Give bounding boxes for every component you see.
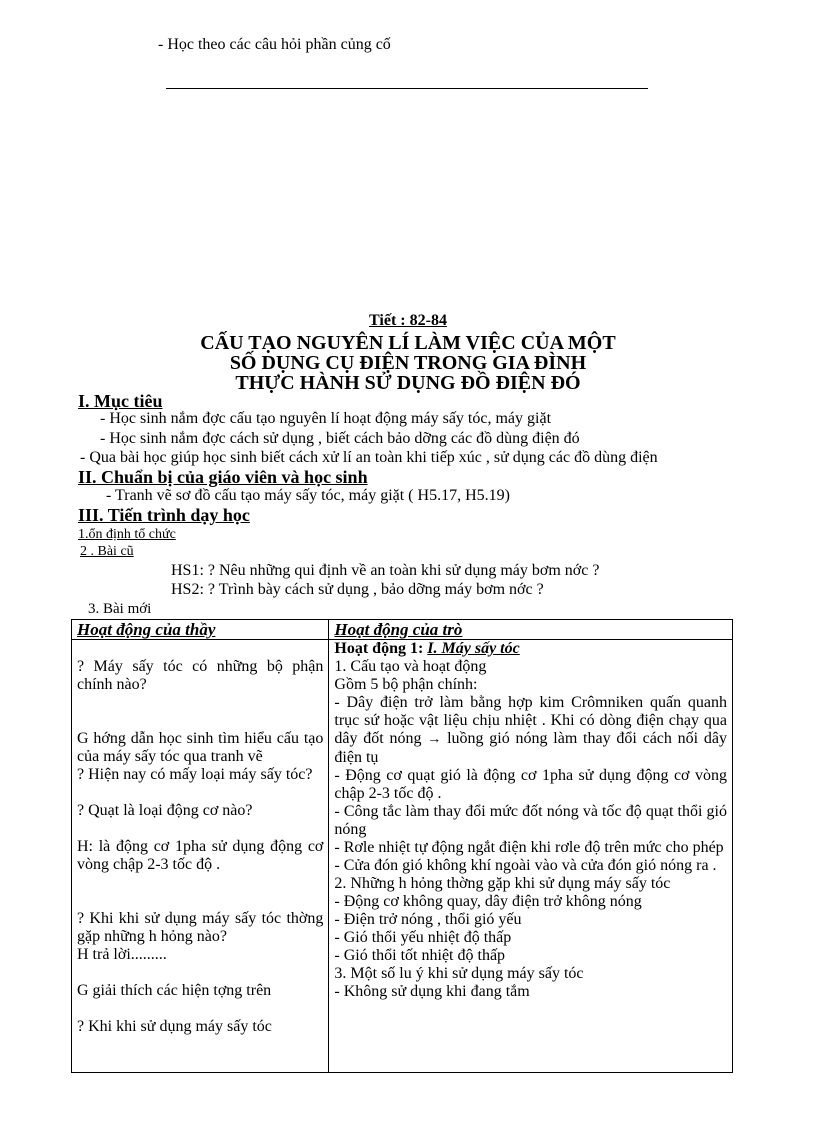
teacher-instruction: G hớng dẫn học sinh tìm hiểu cấu tạo của máy sấy tóc qua tranh vẽ xyxy=(77,730,324,765)
student-line: - Cửa đón gió không khí ngoài vào và cửa đón gió nóng ra . xyxy=(334,857,717,874)
arrow-right-icon: → xyxy=(427,732,442,747)
student-line: - Điện trở nóng , thổi gió yếu xyxy=(334,911,522,928)
section-objectives-heading: I. Mục tiêu xyxy=(78,391,163,411)
student-line: - Gió thổi tốt nhiệt độ thấp xyxy=(334,947,506,964)
student-line: - Công tắc làm thay đổi mức đốt nóng và tốc độ quạt thổi gió nóng xyxy=(334,803,727,838)
student-line: 2. Những h hỏng thờng gặp khi sử dụng máy sấy tóc xyxy=(334,875,671,892)
teacher-activity-cell xyxy=(72,640,329,1073)
process-step-3: 3. Bài mới xyxy=(88,601,152,617)
student-line: - Không sử dụng khi đang tắm xyxy=(334,983,530,1000)
top-note: - Học theo các câu hỏi phần củng cố xyxy=(158,36,391,53)
lesson-number: Tiết : 82-84 xyxy=(369,312,447,329)
student-column-header: Hoạt động của trò xyxy=(329,620,733,640)
lesson-title-line-1: CẤU TẠO NGUYÊN LÍ LÀM VIỆC CỦA MỘT xyxy=(200,332,616,354)
student-line: Gồm 5 bộ phận chính: xyxy=(334,676,478,693)
student-line: - Dây điện trở làm bằng hợp kim Crômniken quấn quanh trục sứ hoặc vật liệu chịu nhiệt . Khi có dòng điện chạy qua dây đốt nóng → luồng gió nóng làm thay đổi cách nối dây điện tụ xyxy=(334,694,728,766)
lesson-title-line-2: SỐ DỤNG CỤ ĐIỆN TRONG GIA ĐÌNH xyxy=(229,352,587,374)
teacher-question: ? Khi khi sử dụng máy sấy tóc xyxy=(77,1018,272,1035)
teacher-column-header: Hoạt động của thầy xyxy=(72,620,329,640)
process-step-1: 1.ổn định tổ chức xyxy=(78,527,176,542)
process-step-2: 2 . Bài cũ xyxy=(80,544,134,559)
activity-heading: Hoạt động 1: I. Máy sấy tóc xyxy=(334,640,520,657)
divider-line xyxy=(166,88,648,89)
student-line: 3. Một số lu ý khi sử dụng máy sấy tóc xyxy=(334,965,584,982)
teacher-question: ? Hiện nay có mấy loại máy sấy tóc? xyxy=(77,766,313,783)
student-line: - Rơle nhiệt tự động ngắt điện khi rơle độ trên mức cho phép xyxy=(334,839,724,856)
teacher-explanation: G giải thích các hiện tợng trên xyxy=(77,982,272,999)
student-line: 1. Cấu tạo và hoạt động xyxy=(334,658,487,675)
objective-item: - Qua bài học giúp học sinh biết cách xử lí an toàn khi tiếp xúc , sử dụng các đồ dùng điện xyxy=(80,449,658,466)
student-line: - Động cơ quạt gió là động cơ 1pha sử dụng động cơ vòng chập 2-3 tốc độ . xyxy=(334,767,727,802)
old-lesson-question-1: HS1: ? Nêu những qui định về an toàn khi sử dụng máy bơm nớc ? xyxy=(171,562,600,579)
teacher-question: ? Máy sấy tóc có những bộ phận chính nào? xyxy=(77,658,324,693)
activity-table xyxy=(71,619,733,1073)
student-line: - Động cơ không quay, dây điện trở không nóng xyxy=(334,893,642,910)
student-answer: H: là động cơ 1pha sử dụng động cơ vòng chập 2-3 tốc độ . xyxy=(77,838,324,873)
section-preparation-heading: II. Chuẩn bị của giáo viên và học sinh xyxy=(78,467,368,487)
student-activity-cell xyxy=(329,640,733,1073)
objective-item: - Học sinh nắm đợc cách sử dụng , biết cách bảo dỡng các đồ dùng điện đó xyxy=(100,430,580,447)
section-process-heading: III. Tiến trình dạy học xyxy=(78,505,250,525)
lesson-title-line-3: THỰC HÀNH SỬ DỤNG ĐỒ ĐIỆN ĐÓ xyxy=(235,372,581,394)
preparation-item: - Tranh vẽ sơ đồ cấu tạo máy sấy tóc, máy giặt ( H5.17, H5.19) xyxy=(106,487,510,504)
student-line: - Gió thổi yếu nhiệt độ thấp xyxy=(334,929,512,946)
old-lesson-question-2: HS2: ? Trình bày cách sử dụng , bảo dỡng máy bơm nớc ? xyxy=(171,581,544,598)
student-answer: H trả lời......... xyxy=(77,946,167,963)
teacher-question: ? Quạt là loại động cơ nào? xyxy=(77,802,253,819)
objective-item: - Học sinh nắm đợc cấu tạo nguyên lí hoạt động máy sấy tóc, máy giặt xyxy=(100,410,552,427)
teacher-question: ? Khi khi sử dụng máy sấy tóc thờng gặp những h hỏng nào? xyxy=(77,910,324,945)
